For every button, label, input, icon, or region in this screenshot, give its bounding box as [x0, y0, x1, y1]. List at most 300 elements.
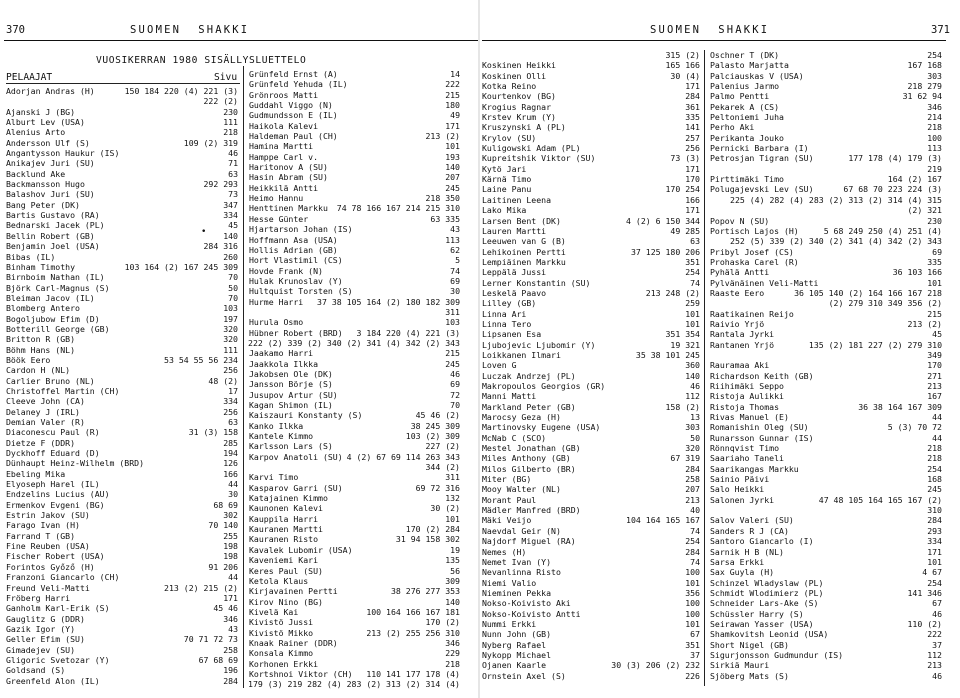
- page-refs: 284: [223, 675, 238, 686]
- player-name: Ojanen Kaarle: [482, 660, 547, 671]
- page-refs: 260: [223, 251, 238, 262]
- page-refs: 4 67: [922, 567, 942, 578]
- player-name: Lipsanen Esa: [482, 329, 542, 340]
- index-entry: [710, 319, 942, 329]
- index-entry: [482, 660, 700, 670]
- player-name: Lauren Martti: [482, 225, 547, 236]
- index-entry: [249, 328, 460, 338]
- index-entry: [482, 412, 700, 422]
- page-number: 371: [931, 24, 950, 36]
- index-entry: [710, 205, 942, 215]
- player-name: Farago Ivan (H): [6, 520, 80, 531]
- player-name: Ermenkov Evgeni (BG): [6, 499, 105, 510]
- player-name: Manni Matti: [482, 391, 537, 402]
- player-name: Raaste Eero: [710, 287, 765, 298]
- player-name: Linna Ari: [482, 308, 527, 319]
- index-entry: [482, 340, 700, 350]
- page-refs: 194: [223, 448, 238, 459]
- page-refs: 230: [223, 106, 238, 117]
- page-refs: 74: [690, 525, 700, 536]
- page-refs: 13: [690, 412, 700, 423]
- index-entry: [6, 458, 238, 468]
- player-name: Ajanski J (BG): [6, 106, 76, 117]
- page-refs: 303: [927, 70, 942, 81]
- page-refs: 110 (2): [907, 618, 942, 629]
- index-entry: [710, 133, 942, 143]
- index-entry: [710, 578, 942, 588]
- page-refs: 351: [685, 639, 700, 650]
- page-refs: 100: [927, 132, 942, 143]
- player-name: Geller Efim (SU): [6, 634, 85, 645]
- player-name: Hurula Osmo: [249, 317, 304, 328]
- page-refs: 140: [223, 230, 238, 241]
- index-entry: [6, 593, 238, 603]
- page-refs: 4 (2) 67 69 114 263 343: [346, 451, 460, 462]
- page-refs: 258: [223, 644, 238, 655]
- player-name: Jansson Börje (S): [249, 379, 333, 390]
- page-refs: 101: [685, 577, 700, 588]
- player-name: Rivas Manuel (E): [710, 412, 789, 423]
- page-refs: 227 (2): [425, 441, 460, 452]
- page-refs: 103 (2) 309: [405, 431, 460, 442]
- index-entry: [482, 588, 700, 598]
- page-refs: 167 168: [907, 60, 942, 71]
- page-refs: 45 46: [213, 603, 238, 614]
- running-head: [650, 24, 769, 36]
- player-name: Haritonov A (SU): [249, 162, 328, 173]
- player-name: Hultquist Torsten (S): [249, 286, 353, 297]
- player-name: Kourtenkov (BG): [482, 91, 556, 102]
- player-name: Angantysson Haukur (IS): [6, 148, 120, 159]
- running-head: [130, 24, 249, 36]
- page-refs: 213 248 (2): [645, 287, 700, 298]
- page-refs: 63 335: [430, 213, 460, 224]
- player-name: Runarsson Gunnar (IS): [710, 432, 814, 443]
- page-refs: 256: [223, 406, 238, 417]
- page-refs: 46: [450, 368, 460, 379]
- page-refs: 177 178 (4) 179 (3): [848, 153, 942, 164]
- page-refs: 171: [445, 120, 460, 131]
- player-name: Alenius Arto: [6, 127, 66, 138]
- index-entry: [710, 619, 942, 629]
- player-name: Laine Panu: [482, 184, 532, 195]
- index-entry: [6, 158, 238, 168]
- page-refs: 213: [927, 660, 942, 671]
- page-refs: 19: [450, 544, 460, 555]
- index-entry: [6, 200, 238, 210]
- index-entry: [710, 102, 942, 112]
- player-name: Koskinen Heikki: [482, 60, 556, 71]
- player-name: Birnboim Nathan (IL): [6, 272, 105, 283]
- page-refs: 70 140: [208, 520, 238, 531]
- page-refs: 37 38 105 164 (2) 180 182 309: [317, 296, 460, 307]
- index-entry: [710, 122, 942, 132]
- player-name: Luczak Andrzej (PL): [482, 370, 576, 381]
- page-refs: 126: [223, 458, 238, 469]
- index-entry: [482, 309, 700, 319]
- index-column: [249, 69, 460, 690]
- page-refs: 229: [445, 648, 460, 659]
- index-entry: [710, 557, 942, 567]
- index-entry: [710, 526, 942, 536]
- player-name: Peltoniemi Juha: [710, 112, 784, 123]
- index-entry: [710, 515, 942, 525]
- page-refs: 334: [223, 210, 238, 221]
- player-name: Cleeve John (CA): [6, 396, 85, 407]
- page-refs: 356: [685, 587, 700, 598]
- player-name: Carlier Bruno (NL): [6, 375, 95, 386]
- page-refs: 222: [927, 629, 942, 640]
- page-refs: 68 69: [213, 499, 238, 510]
- player-name: Kirov Nino (BG): [249, 596, 323, 607]
- page-refs: 43: [228, 623, 238, 634]
- page-refs: 100: [685, 567, 700, 578]
- index-entry: [249, 555, 460, 565]
- index-entry: [710, 547, 942, 557]
- page-refs: 196: [223, 665, 238, 676]
- index-entry: [710, 91, 942, 101]
- player-name: McNab C (SCO): [482, 432, 547, 443]
- index-entry: [249, 297, 460, 307]
- page-refs: 67: [690, 629, 700, 640]
- index-entry: [710, 422, 942, 432]
- index-entry: [710, 81, 942, 91]
- page-refs: 198: [223, 551, 238, 562]
- index-entry: [249, 472, 460, 482]
- page-refs: 3 184 220 (4) 221 (3): [356, 327, 460, 338]
- player-name: Grünfeld Yehuda (IL): [249, 79, 348, 90]
- index-entry: [249, 235, 460, 245]
- player-name: Palciauskas V (USA): [710, 70, 804, 81]
- player-name: Larsen Bent (DK): [482, 215, 561, 226]
- page-refs: 213: [927, 381, 942, 391]
- page-refs: 31 94 158 302: [395, 534, 460, 545]
- player-name: Goldsand (S): [6, 665, 66, 676]
- player-name: Lempiäinen Markku: [482, 256, 566, 267]
- player-name: Karlsson Lars (S): [249, 441, 333, 452]
- player-name: Bednarski Jacek (PL): [6, 220, 105, 231]
- page-refs: 17: [228, 385, 238, 396]
- index-column: [710, 50, 942, 681]
- player-name: Pyhälä Antti: [710, 267, 770, 278]
- page-refs: 293: [927, 525, 942, 536]
- index-entry: [249, 79, 460, 89]
- page-refs: 254: [685, 536, 700, 547]
- page-refs: 31 (3) 158: [188, 427, 238, 438]
- index-entry: [482, 536, 700, 546]
- player-name: Blomberg Antero: [6, 303, 80, 314]
- player-name: Palasto Marjatta: [710, 60, 789, 71]
- player-name: Dyckhoff Eduard (D): [6, 448, 100, 459]
- page-refs: 171: [685, 81, 700, 92]
- index-entry: [249, 566, 460, 576]
- player-name: Hollis Adrian (GB): [249, 244, 338, 255]
- index-entry: [6, 241, 238, 251]
- index-entry: [482, 257, 700, 267]
- player-name: Sax Guyla (H): [710, 567, 775, 578]
- index-entry: [710, 216, 942, 226]
- player-name: Kantele Kimmo: [249, 431, 314, 442]
- page-refs: 101: [685, 318, 700, 329]
- page-refs: 171: [927, 546, 942, 557]
- index-entry: [6, 655, 238, 665]
- player-name: Alburt Lev (USA): [6, 117, 85, 128]
- index-entry: [6, 210, 238, 220]
- player-name: Prohaska Carel (R): [710, 256, 799, 267]
- index-entry: [482, 547, 700, 557]
- player-name: Short Nigel (GB): [710, 639, 789, 650]
- page-refs: 50: [228, 282, 238, 293]
- player-name: Koskinen Olli: [482, 70, 547, 81]
- index-entry: [710, 298, 942, 308]
- index-entry: [6, 614, 238, 624]
- player-name: Britton R (GB): [6, 334, 76, 345]
- index-entry: [6, 665, 238, 675]
- page-refs: 103: [445, 317, 460, 328]
- page-refs: 171: [685, 163, 700, 174]
- page-refs: 135: [445, 555, 460, 566]
- index-entry: [249, 183, 460, 193]
- player-name: Nummi Erkki: [482, 618, 537, 629]
- page-refs: 259: [685, 298, 700, 309]
- player-name: Björk Carl-Magnus (S): [6, 282, 110, 293]
- page-refs: 19 321: [670, 339, 700, 350]
- player-name: Linna Tero: [482, 318, 532, 329]
- index-entry: [249, 431, 460, 441]
- player-name: Diaconescu Paul (R): [6, 427, 100, 438]
- player-name: Krylov (SU): [482, 132, 537, 143]
- index-entry: [249, 121, 460, 131]
- page-refs: 219: [927, 163, 942, 174]
- index-entry: [482, 236, 700, 246]
- player-name: Bartis Gustavo (RA): [6, 210, 100, 221]
- index-entry: [249, 245, 460, 255]
- page-refs: 111: [223, 344, 238, 355]
- index-entry: [6, 489, 238, 499]
- index-entry: [6, 86, 238, 96]
- index-entry: [482, 288, 700, 298]
- index-entry: [6, 417, 238, 427]
- index-entry: [6, 407, 238, 417]
- index-entry: [249, 545, 460, 555]
- index-entry: [482, 133, 700, 143]
- running-head-word: SUOMEN: [130, 24, 182, 36]
- player-name: Jusupov Artur (SU): [249, 389, 338, 400]
- page-refs: 49: [450, 110, 460, 121]
- index-entry: [249, 607, 460, 617]
- page-refs: 43: [450, 224, 460, 235]
- page-refs: 170: [927, 360, 942, 371]
- player-name: Freund Veli-Matti: [6, 582, 90, 593]
- index-entry: [6, 427, 238, 437]
- player-name: Ketola Klaus: [249, 575, 309, 586]
- index-entry: [710, 184, 942, 194]
- player-name: Konsala Kimmo: [249, 648, 314, 659]
- page-refs: 315 (2): [665, 50, 700, 60]
- index-entry: [710, 278, 942, 288]
- player-name: Raivio Yrjö: [710, 318, 765, 329]
- player-name: Bleiman Jacov (IL): [6, 292, 95, 303]
- page-refs: 40: [690, 505, 700, 516]
- player-name: Sirkiä Mauri: [710, 660, 770, 671]
- page-refs: 100 164 166 167 181: [366, 606, 460, 617]
- player-name: Jaakkola Ilkka: [249, 358, 319, 369]
- page-refs: 351: [685, 256, 700, 267]
- player-name: Kauranen Martti: [249, 524, 323, 535]
- page-refs: 334: [223, 396, 238, 407]
- page-refs: 74: [690, 277, 700, 288]
- index-entry: [249, 659, 460, 669]
- player-name: Perikanta Jouko: [710, 132, 784, 143]
- page-refs: 213 (2) 215 (2): [164, 582, 238, 593]
- player-name: Kaveniemi Kari: [249, 555, 319, 566]
- player-name: Leskelä Paavo: [482, 287, 547, 298]
- player-name: Raatikainen Reijo: [710, 308, 794, 319]
- player-name: Rönnqvist Timo: [710, 443, 780, 454]
- player-name: Kirjavainen Pertti: [249, 586, 338, 597]
- player-name: Milos Gilberto (BR): [482, 463, 576, 474]
- page-refs: 215: [927, 308, 942, 319]
- player-name: Hjartarson Johan (IS): [249, 224, 353, 235]
- player-name: Rantanen Yrjö: [710, 339, 775, 350]
- player-name: Ganholm Karl-Erik (S): [6, 603, 110, 614]
- index-entry: [6, 583, 238, 593]
- index-entry: [482, 381, 700, 391]
- index-entry: [482, 619, 700, 629]
- player-name: Najdorf Miguel (RA): [482, 536, 576, 547]
- index-entry: [249, 224, 460, 234]
- page-refs: 284: [685, 463, 700, 474]
- index-entry: [249, 628, 460, 638]
- page-refs: 5: [455, 255, 460, 266]
- player-name: Gazik Igor (Y): [6, 623, 76, 634]
- column-rule: [243, 66, 244, 688]
- page-refs: 30: [450, 286, 460, 297]
- index-column: [6, 86, 238, 686]
- page-refs: 37: [932, 639, 942, 650]
- index-entry: [710, 567, 942, 577]
- index-entry: [482, 567, 700, 577]
- page-refs: 334: [927, 536, 942, 547]
- player-name: Kauppila Harri: [249, 513, 319, 524]
- player-name: Marocsy Geza (H): [482, 412, 561, 423]
- page-refs: 63: [228, 417, 238, 427]
- index-entry: [249, 100, 460, 110]
- stray-mark: •: [201, 227, 207, 237]
- index-entry: [482, 578, 700, 588]
- page-refs: 213 (2): [907, 318, 942, 329]
- index-entry: [6, 262, 238, 272]
- index-entry: [710, 247, 942, 257]
- index-entry: [710, 671, 942, 681]
- player-name: Nokso-Koivisto Antti: [482, 608, 581, 619]
- page-refs: 150 184 220 (4) 221 (3): [124, 86, 238, 96]
- column-rule: [704, 50, 705, 686]
- player-name: Greenfeld Alon (IL): [6, 675, 100, 686]
- page-refs: 141 346: [907, 587, 942, 598]
- player-name: Nieminen Pekka: [482, 587, 552, 598]
- page-refs: 46: [932, 670, 942, 681]
- page-refs: 47 48 105 164 165 167 (2): [818, 494, 942, 505]
- player-name: Kavalek Lubomir (USA): [249, 544, 353, 555]
- index-entry: [6, 148, 238, 158]
- index-entry: [6, 562, 238, 572]
- player-name: Kauranen Risto: [249, 534, 319, 545]
- page-refs: 73 (3): [670, 153, 700, 164]
- player-name: Katajainen Kimmo: [249, 493, 328, 504]
- index-entry: [710, 371, 942, 381]
- player-name: Lehikoinen Pertti: [482, 246, 566, 257]
- player-name: Lerner Konstantin (SU): [482, 277, 591, 288]
- player-name: Dietze F (DDR): [6, 437, 76, 448]
- index-entry: [6, 572, 238, 582]
- page-refs: 245: [927, 484, 942, 495]
- page-refs: 36 103 166: [892, 267, 942, 278]
- index-entry: [249, 266, 460, 276]
- page-refs: 344 (2): [425, 462, 460, 473]
- player-name: Bogoljubow Efim (D): [6, 313, 100, 324]
- index-entry: [249, 317, 460, 327]
- right-page: [480, 0, 960, 698]
- player-name: Kivistö Jussi: [249, 617, 314, 628]
- index-entry: [710, 350, 942, 360]
- index-entry: [6, 169, 238, 179]
- player-name: Naevdal Geir (N): [482, 525, 561, 536]
- player-name: Salov Valeri (SU): [710, 515, 794, 526]
- index-entry: [6, 541, 238, 551]
- index-entry: [6, 500, 238, 510]
- player-name: Sjöberg Mats (S): [710, 670, 789, 681]
- page-refs: 285: [223, 437, 238, 448]
- index-entry: [710, 402, 942, 412]
- player-name: Leeuwen van G (B): [482, 236, 566, 247]
- player-name: Elyoseph Harel (IL): [6, 479, 100, 490]
- page-refs: 254: [927, 50, 942, 60]
- player-name: Leppälä Jussi: [482, 267, 547, 278]
- page-refs: 193: [445, 151, 460, 162]
- index-entry: [482, 216, 700, 226]
- page-refs: 320: [223, 334, 238, 345]
- player-name: Nyberg Rafael: [482, 639, 547, 650]
- player-name: Sarnik H B (NL): [710, 546, 784, 557]
- page-refs: 198: [223, 541, 238, 552]
- player-name: Loven G: [482, 360, 517, 371]
- player-name: Forintos Győző (H): [6, 561, 95, 572]
- page-refs: 69 72 316: [415, 482, 460, 493]
- page-refs: 46: [690, 381, 700, 391]
- index-entry: [482, 71, 700, 81]
- player-name: Fischer Robert (USA): [6, 551, 105, 562]
- index-entry: [6, 634, 238, 644]
- player-name: Lako Mika: [482, 205, 527, 216]
- index-entry: [482, 464, 700, 474]
- index-entry: [249, 669, 460, 679]
- page-refs: 74: [690, 556, 700, 567]
- index-entry: [6, 551, 238, 561]
- index-entry: [482, 60, 700, 70]
- player-name: Kotka Reino: [482, 81, 537, 92]
- page-refs: 222 (2) 339 (2) 340 (2) 341 (4) 342 (2) 343: [248, 337, 460, 348]
- index-entry: [6, 303, 238, 313]
- index-entry: [482, 640, 700, 650]
- index-entry: [249, 141, 460, 151]
- index-entry: [710, 153, 942, 163]
- index-entry: [710, 536, 942, 546]
- page-refs: 69: [932, 246, 942, 257]
- page-refs: 170: [685, 174, 700, 185]
- running-head-word: SHAKKI: [718, 24, 770, 36]
- index-entry: [6, 189, 238, 199]
